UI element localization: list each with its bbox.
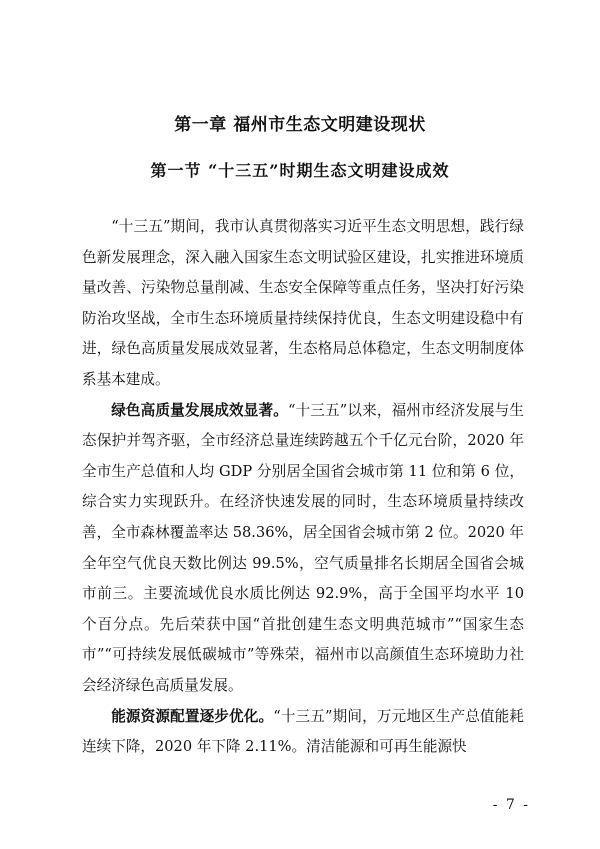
paragraph-lead: 能源资源配置逐步优化。	[111, 707, 274, 725]
body-text	[82, 212, 524, 763]
section-title: 第一节 “十三五”时期生态文明建设成效	[150, 161, 450, 180]
paragraph-text: “十三五”期间，我市认真贯彻落实习近平生态文明思想，践行绿色新发展理念，深入融入国家生态文明试验区建设，扎实推进环境质量改善、污染物总量削减、生态安全保障等重点任务，坚决打好污染防治攻坚战，全市生态环境质量持续保持优良，生态文明建设稳中有进，绿色高质量发展成效显著，生态格局总体稳定，生态文明制度体系基本建成。	[82, 218, 524, 388]
paragraph	[82, 212, 524, 396]
paragraph-lead: 绿色高质量发展成效显著。	[111, 401, 288, 419]
paragraph	[82, 396, 524, 702]
paragraph-text: “十三五”期间，万元地区生产总值能耗连续下降，2020 年下降 2.11%。清洁能源和可再生能源快	[82, 707, 524, 756]
page-number: - 7 -	[492, 797, 530, 813]
chapter-title: 第一章 福州市生态文明建设现状	[174, 115, 426, 135]
paragraph	[82, 702, 524, 763]
paragraph-text: “十三五”以来，福州市经济发展与生态保护并驾齐驱，全市经济总量连续跨越五个千亿元台阶，2020 年全市生产总值和人均 GDP 分别居全国省会城市第 11 位和第 6 位，综合实力实现跃升。在经济快速发展的同时，生态环境质量持续改善，全市森林覆盖率达 58.36%，居全国省会城市第 2 位。2020 年全年空气优良天数比例达 99.5%，空气质量排名长期居全国省会城市前三。主要流域优良水质比例达 92.9%，高于全国平均水平 10 个百分点。先后荣获中国“首批创建生态文明典范城市”“国家生态市”“可持续发展低碳城市”等殊荣，福州市以高颜值生态环境助力社会经济绿色高质量发展。	[82, 401, 524, 694]
